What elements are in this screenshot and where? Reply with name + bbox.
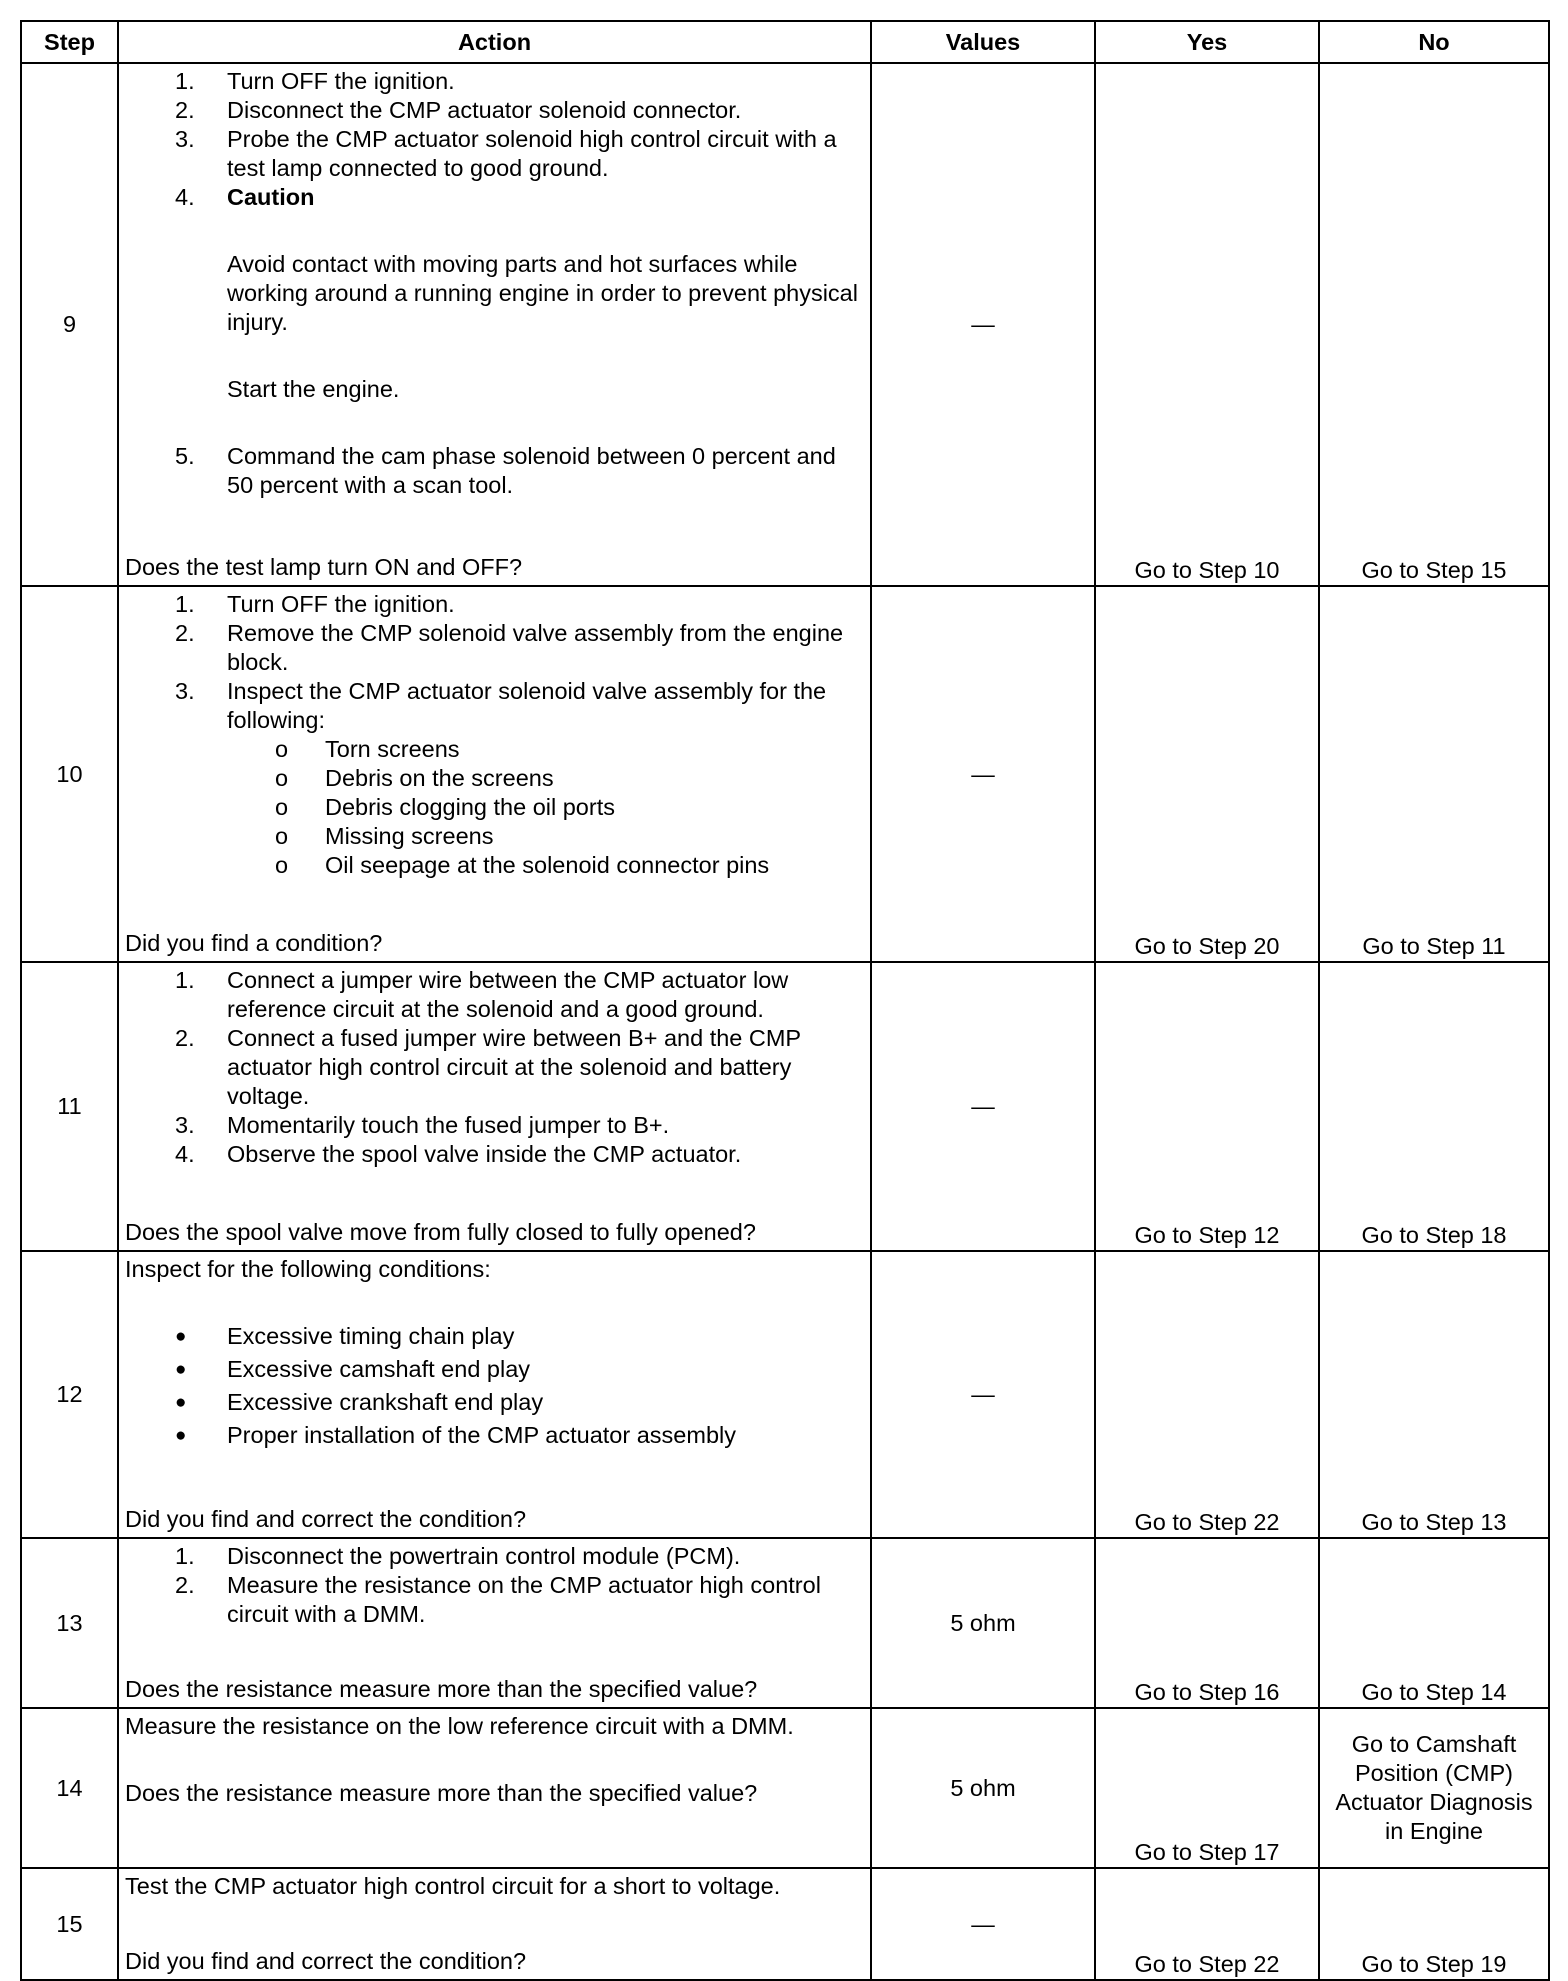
action-cell [118, 1251, 871, 1538]
no-cell: Go to Step 14 [1319, 1538, 1549, 1708]
list-item: 1. Disconnect the powertrain control module (PCM). [175, 1543, 741, 1569]
step-number: 13 [21, 1538, 118, 1708]
no-cell: Go to Step 13 [1319, 1251, 1549, 1538]
caution-text: Avoid contact with moving parts and hot surfaces while working around a running engine in order to prevent physical injury. [227, 251, 858, 335]
values-cell: 5 ohm [871, 1538, 1095, 1708]
action-cell [118, 1708, 871, 1868]
question-text: Did you find and correct the condition? [125, 1948, 527, 1974]
caution-heading: Caution [227, 184, 315, 210]
yes-cell: Go to Step 22 [1095, 1868, 1319, 1980]
yes-cell: Go to Step 17 [1095, 1708, 1319, 1868]
header-step: Step [21, 21, 118, 63]
header-no: No [1319, 21, 1549, 63]
no-cell: Go to Step 19 [1319, 1868, 1549, 1980]
values-cell: — [871, 586, 1095, 962]
question-text: Does the resistance measure more than the specified value? [125, 1676, 758, 1702]
sub-list-item: o Torn screens [275, 736, 460, 762]
sub-list-item: o Oil seepage at the solenoid connector pins [275, 852, 770, 878]
list-item: 1. Turn OFF the ignition. [175, 68, 455, 94]
question-text: Did you find and correct the condition? [125, 1506, 527, 1532]
table-row-step-14 [21, 1708, 1549, 1868]
step-number: 12 [21, 1251, 118, 1538]
diagnostic-table [20, 20, 1550, 1981]
step-number: 14 [21, 1708, 118, 1868]
step-number: 15 [21, 1868, 118, 1980]
bullet-item: ● Excessive crankshaft end play [175, 1389, 544, 1415]
intro-text: Measure the resistance on the low reference circuit with a DMM. [125, 1713, 794, 1739]
no-cell: Go to Step 18 [1319, 962, 1549, 1251]
values-cell: — [871, 63, 1095, 586]
action-cell [118, 586, 871, 962]
values-cell: — [871, 962, 1095, 1251]
action-cell [118, 962, 871, 1251]
no-cell: Go to Step 15 [1319, 63, 1549, 586]
values-cell: — [871, 1868, 1095, 1980]
intro-text: Test the CMP actuator high control circuit for a short to voltage. [125, 1873, 781, 1899]
start-engine-text: Start the engine. [227, 376, 400, 402]
step-number: 11 [21, 962, 118, 1251]
list-item: 2. Connect a fused jumper wire between B+ and the CMP actuator high control circuit at the solenoid and battery voltage. [175, 1025, 801, 1109]
list-item: 1. Connect a jumper wire between the CMP actuator low reference circuit at the solenoid and a good ground. [175, 967, 789, 1022]
table-row-step-12 [21, 1251, 1549, 1538]
header-yes: Yes [1095, 21, 1319, 63]
action-cell [118, 63, 871, 586]
table-row-step-10 [21, 586, 1549, 962]
step-number: 9 [21, 63, 118, 586]
no-link-text: Go to Camshaft Position (CMP) Actuator Diagnosis in Engine [1335, 1731, 1533, 1844]
yes-cell: Go to Step 22 [1095, 1251, 1319, 1538]
question-text: Does the spool valve move from fully closed to fully opened? [125, 1219, 756, 1245]
list-item: 5. Command the cam phase solenoid between 0 percent and 50 percent with a scan tool. [175, 443, 836, 498]
list-item: 3. Inspect the CMP actuator solenoid valve assembly for the following: [175, 678, 827, 733]
bullet-item: ● Excessive timing chain play [175, 1323, 515, 1349]
table-row-step-15 [21, 1868, 1549, 1980]
sub-list-item: o Missing screens [275, 823, 494, 849]
action-cell [118, 1868, 871, 1980]
sub-list-item: o Debris clogging the oil ports [275, 794, 615, 820]
values-cell: 5 ohm [871, 1708, 1095, 1868]
list-item: 3. Probe the CMP actuator solenoid high control circuit with a test lamp connected to good ground. [175, 126, 837, 181]
question-text: Does the resistance measure more than the specified value? [125, 1780, 758, 1806]
yes-cell: Go to Step 10 [1095, 63, 1319, 586]
question-text: Does the test lamp turn ON and OFF? [125, 554, 523, 580]
table-row-step-11 [21, 962, 1549, 1251]
yes-cell: Go to Step 12 [1095, 962, 1319, 1251]
yes-cell: Go to Step 20 [1095, 586, 1319, 962]
intro-text: Inspect for the following conditions: [125, 1256, 491, 1282]
list-item: 3. Momentarily touch the fused jumper to B+. [175, 1112, 670, 1138]
list-item: 4. Observe the spool valve inside the CMP actuator. [175, 1141, 742, 1167]
header-row [21, 21, 1549, 63]
list-item: 4. Caution [125, 183, 864, 212]
list-item: 2. Disconnect the CMP actuator solenoid connector. [175, 97, 742, 123]
no-cell [1319, 1708, 1549, 1868]
table-row-step-13 [21, 1538, 1549, 1708]
yes-cell: Go to Step 16 [1095, 1538, 1319, 1708]
bullet-item: ● Proper installation of the CMP actuator assembly [175, 1422, 736, 1448]
action-cell [118, 1538, 871, 1708]
no-cell: Go to Step 11 [1319, 586, 1549, 962]
values-cell: — [871, 1251, 1095, 1538]
list-item: 1. Turn OFF the ignition. [175, 591, 455, 617]
sub-list-item: o Debris on the screens [275, 765, 554, 791]
header-action: Action [118, 21, 871, 63]
question-text: Did you find a condition? [125, 930, 383, 956]
list-item: 2. Measure the resistance on the CMP actuator high control circuit with a DMM. [175, 1572, 821, 1627]
step-number: 10 [21, 586, 118, 962]
header-values: Values [871, 21, 1095, 63]
list-item: 2. Remove the CMP solenoid valve assembly from the engine block. [175, 620, 844, 675]
bullet-item: ● Excessive camshaft end play [175, 1356, 531, 1382]
table-row-step-9 [21, 63, 1549, 586]
